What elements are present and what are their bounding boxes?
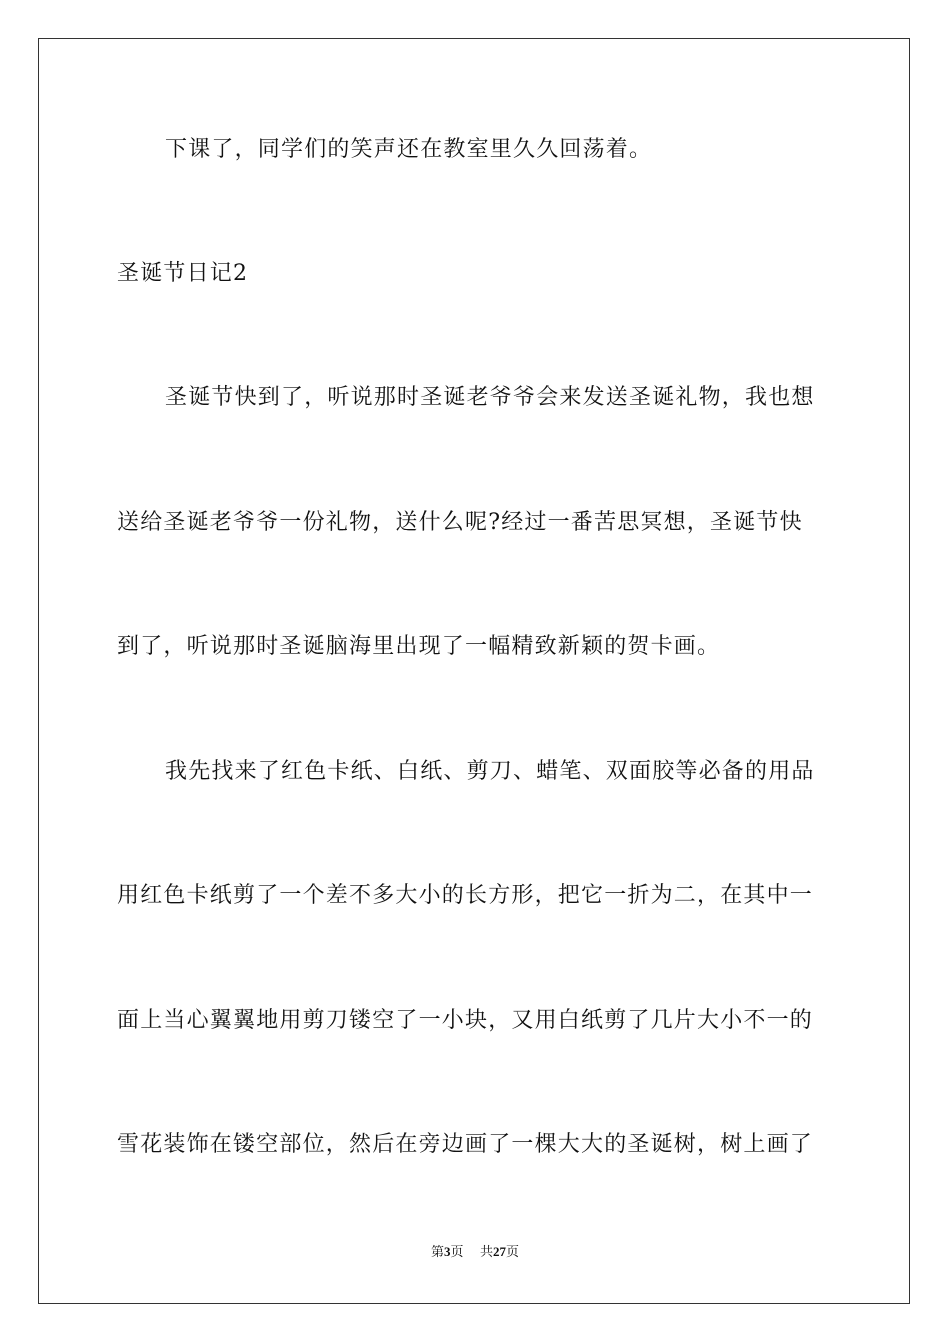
paragraph-line: 面上当心翼翼地用剪刀镂空了一小块，又用白纸剪了几片大小不一的 (117, 1008, 814, 1033)
page-border (38, 38, 910, 1304)
paragraph-line: 雪花装饰在镂空部位，然后在旁边画了一棵大大的圣诞树，树上画了 (117, 1132, 814, 1157)
paragraph-line: 我先找来了红色卡纸、白纸、剪刀、蜡笔、双面胶等必备的用品 (165, 759, 815, 784)
footer-total-prefix: 共 (480, 1245, 494, 1260)
footer-page-number: 3 (443, 1244, 451, 1259)
paragraph-line: 到了，听说那时圣诞脑海里出现了一幅精致新颖的贺卡画。 (117, 634, 721, 659)
paragraph-line: 用红色卡纸剪了一个差不多大小的长方形，把它一折为二，在其中一 (117, 883, 814, 908)
paragraph-line: 送给圣诞老爷爷一份礼物，送什么呢?经过一番苦思冥想，圣诞节快 (117, 510, 803, 535)
section-heading: 圣诞节日记2 (117, 261, 249, 286)
footer-page-suffix: 页 (450, 1245, 464, 1260)
paragraph-line: 圣诞节快到了，听说那时圣诞老爷爷会来发送圣诞礼物，我也想 (165, 385, 815, 410)
footer-total-suffix: 页 (506, 1245, 520, 1260)
footer-total-pages: 27 (493, 1244, 507, 1259)
footer-page-prefix: 第 (430, 1245, 444, 1260)
paragraph-line: 下课了，同学们的笑声还在教室里久久回荡着。 (165, 137, 653, 162)
page-footer (0, 1243, 950, 1262)
